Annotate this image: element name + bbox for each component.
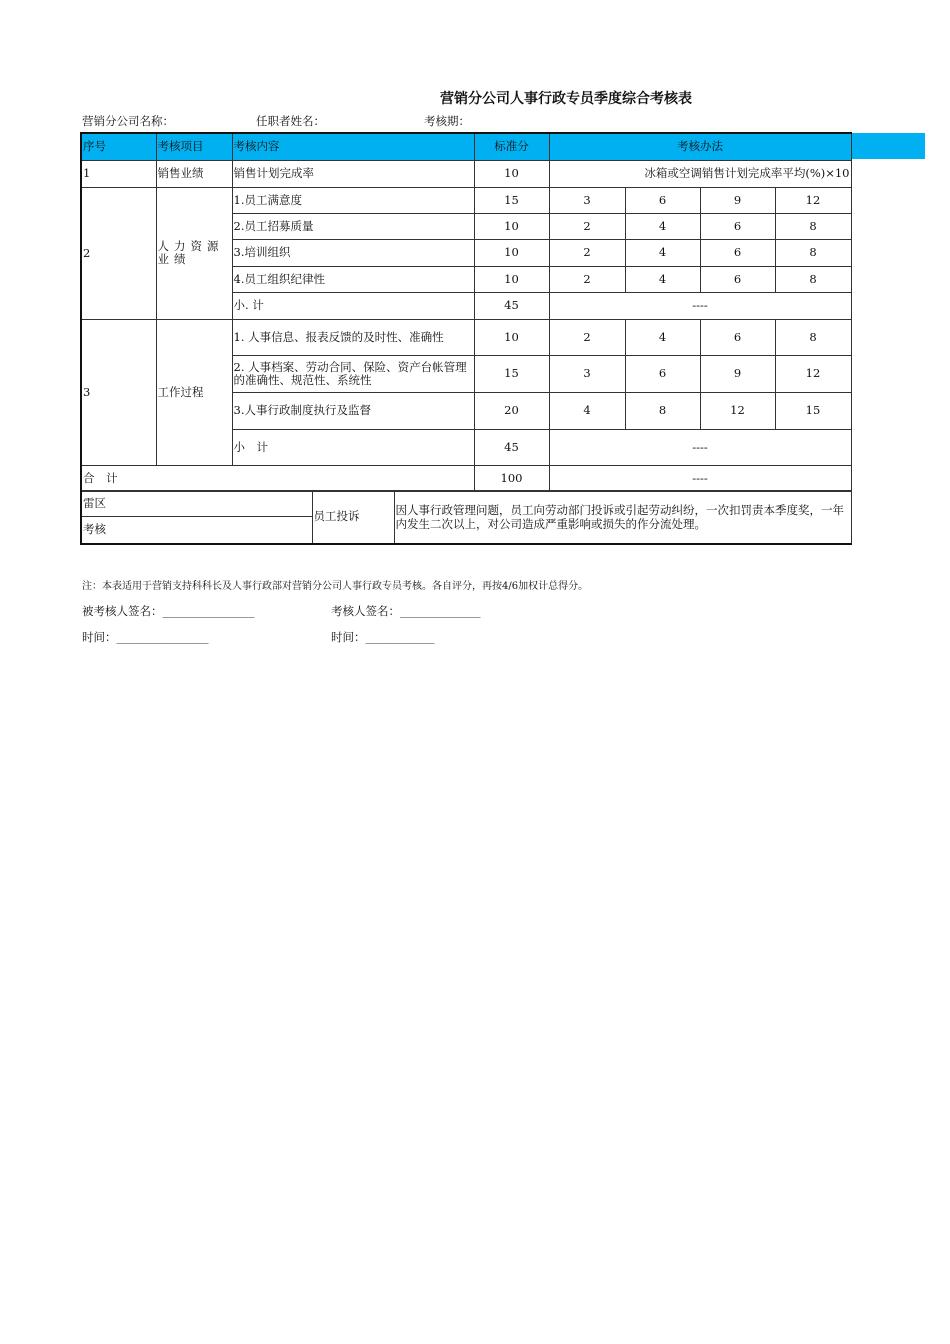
table-row: [81, 319, 851, 355]
page-title: 营销分公司人事行政专员季度综合考核表: [440, 91, 692, 107]
level-value: 2: [549, 239, 625, 266]
row-content: 3.培训组织: [232, 239, 474, 266]
total-row: [81, 465, 851, 491]
level-value: 6: [700, 266, 775, 292]
level-value: 6: [625, 187, 700, 213]
row-method: 冰箱或空调销售计划完成率平均(%)×10: [549, 160, 851, 187]
row-item: 人力资源业绩: [156, 187, 232, 319]
period-label: 考核期：: [424, 114, 470, 128]
level-value: 12: [775, 355, 851, 392]
level-value: 8: [775, 319, 851, 355]
subtotal-method: ----: [549, 429, 851, 465]
level-value: 8: [625, 392, 700, 429]
row-content: 销售计划完成率: [232, 160, 474, 187]
col-header: 考核项目: [156, 133, 232, 160]
level-value: 3: [549, 187, 625, 213]
assessment-label: 考核: [81, 517, 312, 544]
level-value: 4: [625, 319, 700, 355]
level-value: 4: [625, 239, 700, 266]
col-header: 考核内容: [232, 133, 474, 160]
col-header: 标准分: [474, 133, 549, 160]
table-row: [81, 187, 851, 213]
level-value: 8: [775, 213, 851, 239]
assessee-time: 时间：________________: [82, 630, 209, 644]
note: 注：本表适用于营销支持科科长及人事行政部对营销分公司人事行政专员考核。各自评分，再按4/6加权计总得分。: [82, 581, 589, 592]
row-content: 1.员工满意度: [232, 187, 474, 213]
total-label: 合 计: [81, 465, 474, 491]
assessee-signature: 被考核人签名：________________: [82, 604, 255, 618]
row-content: 3.人事行政制度执行及监督: [232, 392, 474, 429]
row-no: 1: [81, 160, 156, 187]
level-value: 6: [700, 213, 775, 239]
level-value: 6: [700, 239, 775, 266]
subtotal-score: 45: [474, 292, 549, 319]
total-score: 100: [474, 465, 549, 491]
red-zone-row: [81, 491, 851, 517]
assessor-time: 时间：____________: [331, 630, 435, 644]
level-value: 9: [700, 187, 775, 213]
level-value: 6: [625, 355, 700, 392]
level-value: 9: [700, 355, 775, 392]
assessment-table: [80, 132, 852, 492]
col-header: 序号: [81, 133, 156, 160]
header-row: [81, 133, 851, 160]
level-value: 4: [625, 213, 700, 239]
red-zone-text: 因人事行政管理问题，员工向劳动部门投诉或引起劳动纠纷，一次扣罚责本季度奖，一年内发生二次以上，对公司造成严重影响或损失的作分流处理。: [394, 491, 851, 544]
table-row: [81, 160, 851, 187]
row-score: 10: [474, 160, 549, 187]
red-zone-label: 雷区: [81, 491, 312, 517]
subtotal-score: 45: [474, 429, 549, 465]
row-content: 2. 人事档案、劳动合同、保险、资产台帐管理的准确性、规范性、系统性: [232, 355, 474, 392]
row-content: 2.员工招募质量: [232, 213, 474, 239]
level-value: 3: [549, 355, 625, 392]
level-value: 2: [549, 319, 625, 355]
row-score: 10: [474, 239, 549, 266]
subtotal-method: ----: [549, 292, 851, 319]
level-value: 12: [775, 187, 851, 213]
header-fill: [850, 133, 925, 159]
level-value: 4: [625, 266, 700, 292]
row-no: 2: [81, 187, 156, 319]
subtotal-label: 小. 计: [232, 292, 474, 319]
row-score: 15: [474, 187, 549, 213]
red-zone-table: [80, 490, 852, 545]
row-score: 10: [474, 213, 549, 239]
name-label: 任职者姓名：: [256, 114, 325, 128]
level-value: 8: [775, 266, 851, 292]
company-label: 营销分公司名称：: [82, 114, 174, 128]
row-content: 4.员工组织纪律性: [232, 266, 474, 292]
subtotal-label: 小 计: [232, 429, 474, 465]
level-value: 6: [700, 319, 775, 355]
level-value: 15: [775, 392, 851, 429]
red-zone-item: 员工投诉: [312, 491, 394, 544]
row-score: 10: [474, 266, 549, 292]
row-score: 15: [474, 355, 549, 392]
level-value: 2: [549, 213, 625, 239]
row-content: 1. 人事信息、报表反馈的及时性、准确性: [232, 319, 474, 355]
level-value: 4: [549, 392, 625, 429]
row-score: 10: [474, 319, 549, 355]
row-item: 工作过程: [156, 319, 232, 465]
assessor-signature: 考核人签名：______________: [331, 604, 481, 618]
total-method: ----: [549, 465, 851, 491]
level-value: 12: [700, 392, 775, 429]
level-value: 2: [549, 266, 625, 292]
col-header: 考核办法: [549, 133, 851, 160]
row-item: 销售业绩: [156, 160, 232, 187]
row-no: 3: [81, 319, 156, 465]
row-score: 20: [474, 392, 549, 429]
level-value: 8: [775, 239, 851, 266]
